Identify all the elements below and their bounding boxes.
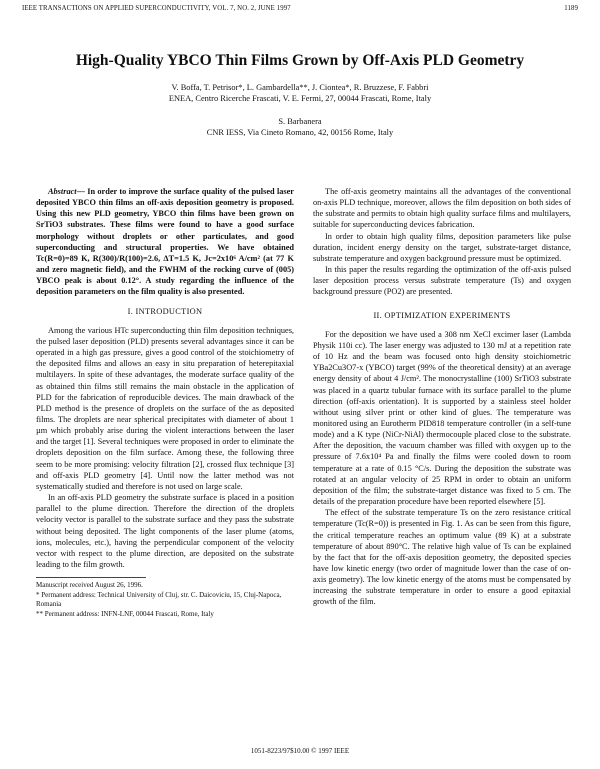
- author-names: V. Boffa, T. Petrisor*, L. Gambardella**, J. Ciontea*, R. Bruzzese, F. Fabbri: [171, 83, 429, 92]
- copyright-line: 1051-8223/97$10.00 © 1997 IEEE: [250, 747, 350, 755]
- abstract-text: — In order to improve the surface quality of the pulsed laser deposited YBCO thin films an off-axis deposition geometry is proposed. Using this new PLD geometry, YBCO thin films have been grown on SrTiO3 substrates. These films were found to have a good surface morphology without droplets or other particulates, and good superconducting and structural properties. We have obtained Tc(R=0)=89 K, R(300)/R(100)=2.6, ΔT=1.5 K, Jc=2x10⁶ A/cm² (at 77 K and zero magnetic field), and the FWHM of the rocking curve of (005) YBCO peak is about 0.12°. A study regarding the influence of the deposition parameters on the film quality is also presented.: [36, 187, 294, 297]
- footnote-2: ** Permanent address: INFN-LNF, 00044 Frascati, Rome, Italy: [36, 610, 214, 619]
- intro-paragraph: In order to obtain high quality films, deposition parameters like pulse duration, incident energy density on the target, substrate-target distance, substrate temperature and oxygen background pressure must be optimized.: [313, 231, 571, 263]
- journal-header: IEEE TRANSACTIONS ON APPLIED SUPERCONDUCTIVITY, VOL. 7, NO. 2, JUNE 1997: [22, 5, 291, 12]
- page-number: 1189: [564, 5, 578, 12]
- intro-paragraph: In an off-axis PLD geometry the substrate surface is placed in a position parallel to the plume direction. Therefore the direction of the droplets velocity vector is parallel to the substrate surface and they pass the substrate without being deposited. The light components of the laser plume (atoms, ions, molecules, etc.), having the perpendicular component of the velocity vector with respect to the plume direction, are deposited on the substrate leading to the film growth.: [36, 493, 294, 569]
- footnote-rule: [36, 577, 146, 578]
- abstract: [36, 186, 294, 298]
- footnotes: [36, 577, 294, 619]
- section-heading-introduction: I. INTRODUCTION: [127, 306, 203, 316]
- author-affiliation: ENEA, Centro Ricerche Frascati, V. E. Fermi, 27, 00044 Frascati, Rome, Italy: [168, 94, 432, 103]
- running-header: [22, 5, 578, 12]
- intro-paragraph: The off-axis geometry maintains all the advantages of the conventional on-axis PLD technique, moreover, allows the film deposition on both sides of the substrate and permits to obtain high quality surface films and multilayers, suitable for superconducting devices fabrication.: [313, 187, 571, 230]
- left-column: [36, 186, 294, 620]
- right-column: [313, 186, 571, 608]
- footnote-received: Manuscript received August 26, 1996.: [36, 581, 143, 590]
- intro-paragraph: In this paper the results regarding the optimization of the off-axis pulsed laser deposition process versus substrate temperature (Ts) and oxygen background pressure (PO2) are presented.: [313, 265, 571, 297]
- second-author: S. Barbanera: [278, 117, 322, 126]
- experiment-paragraph: The effect of the substrate temperature Ts on the zero resistance critical temperature (Tc(R=0)) is presented in Fig. 1. As can be seen from this figure, the critical temperature reaches an optimum value (89 K) at a substrate temperature of about 890°C. The relative high value of Ts can be explained by the fact that for the off-axis deposition geometry, the deposited species have low kinetic energy (two order of magnitude lower than the case of on-axis geometry). The low kinetic energy of the atoms must be compensated by increasing the substrate temperature in order to ensure a good epitaxial growth of the film.: [313, 508, 571, 607]
- section-heading-optimization: II. OPTIMIZATION EXPERIMENTS: [373, 310, 511, 320]
- author-block: [0, 82, 600, 138]
- paper-title: High-Quality YBCO Thin Films Grown by Off-Axis PLD Geometry: [75, 52, 525, 69]
- intro-paragraph: Among the various HTc superconducting thin film deposition techniques, the pulsed laser deposition (PLD) presents several advantages since it can be operated in a high gas pressure, gives a good control of the stoichiometry of the deposited films and allows an easy in situ preparation of heterepitaxial multilayers. In spite of these advantages, the moderate surface quality of the as obtained thin films still remains the main obstacle in the application of PLD for the fabrication of reproducible devices. The main drawback of the PLD method is the presence of droplets on the surface of the as deposited films. The droplets are near spherical precipitates with diameter of about 1 µm which probably arise during the violent interactions between the laser and the target [1]. Several techniques were proposed in order to eliminate the droplets deposition on the film surface. Among these, the following three seem to be more promising: velocity filtration [2], crossed flux technique [3] and off-axis PLD geometry [4]. Until now the latter method was not systematically studied and therefore is not used on large scale.: [36, 325, 294, 491]
- second-affiliation: CNR IESS, Via Cineto Romano, 42, 00156 Rome, Italy: [206, 128, 394, 137]
- experiment-paragraph: For the deposition we have used a 308 nm XeCl excimer laser (Lambda Physik 110i cc). The laser energy was adjusted to 130 mJ at a repetition rate of 10 Hz and the beam was focused onto high density stoichiometric YBa2Cu3O7-x (YBCO) target (99% of the theoretical density) at an average energy density of about 4 J/cm². The monocrystalline (100) SrTiO3 substrate was placed in a quartz tubular furnace with its surface parallel to the plume direction (off-axis orientation). It is supported by a stainless steel holder without using silver print or other kind of glues. The temperature was monitored using an Eurotherm PID818 temperature controller (in a self-tune mode) and a K type (NiCr-NiAl) thermocouple placed close to the substrate. After the deposition, the vacuum chamber was filled with oxygen up to the pressure of 7.6x10⁴ Pa and finally the films were cooled down to room temperature at a rate of 0.15 °C/s. During the deposition the substrate was rotated at an angular velocity of 25 RPM in order to obtain an uniform deposition of the film; the substrate-target distance was fixed to 5 cm. The details of the preparation procedure have been reported elsewhere [5].: [313, 329, 571, 507]
- footnote-1: * Permanent address: Technical University of Cluj, str. C. Daicoviciu, 15, Cluj-Napoca, Romania: [36, 591, 282, 609]
- abstract-lead: Abstract: [48, 187, 77, 196]
